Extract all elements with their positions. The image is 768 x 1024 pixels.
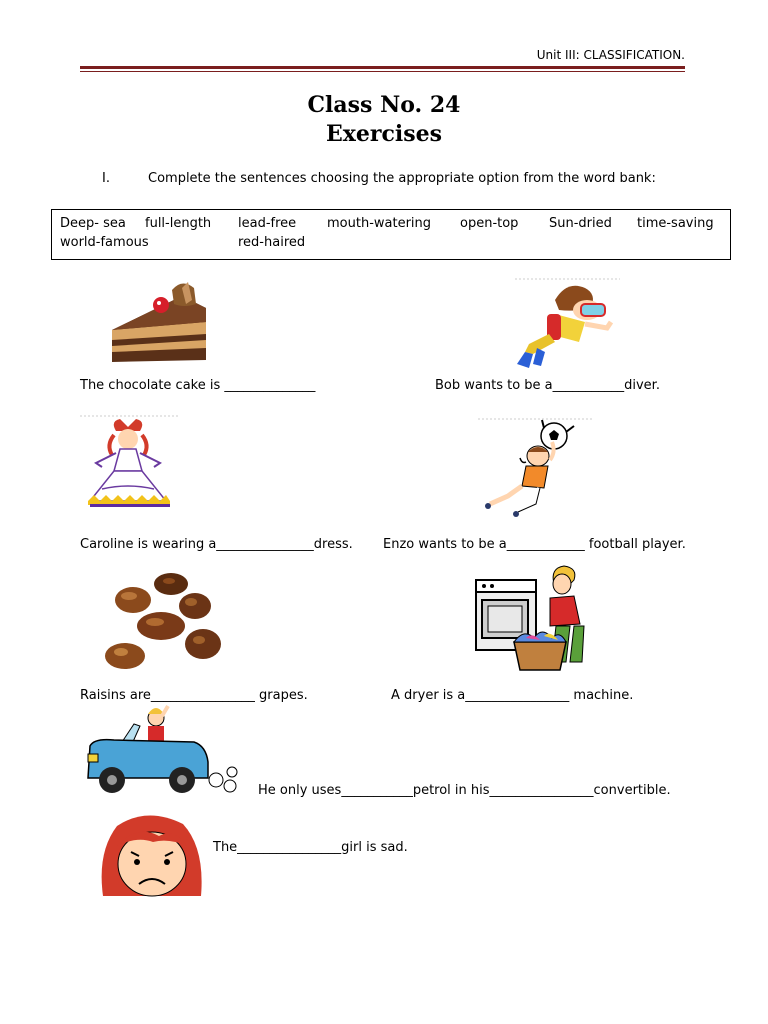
word-bank-item: time-saving <box>637 216 714 231</box>
header-rule-thin <box>80 71 685 72</box>
word-bank-item: Sun-dried <box>549 216 612 231</box>
exercise-number: I. <box>102 171 110 186</box>
exercise-instruction: Complete the sentences choosing the appropriate option from the word bank: <box>148 171 656 186</box>
word-bank-item: lead-free <box>238 216 297 231</box>
word-bank-item: Deep- sea <box>60 216 126 231</box>
sentence-dress: Caroline is wearing a_______________dress. <box>80 537 353 552</box>
raisins-image <box>103 572 228 672</box>
sentence-diver: Bob wants to be a___________diver. <box>435 378 660 393</box>
unit-header: Unit III: CLASSIFICATION. <box>536 48 685 62</box>
convertible-car-image <box>84 702 242 802</box>
sentence-cake: The chocolate cake is ______________ <box>80 378 316 393</box>
sentence-dryer: A dryer is a________________ machine. <box>391 688 634 703</box>
word-bank-item: open-top <box>460 216 519 231</box>
page-title: Class No. 24 <box>307 92 461 118</box>
word-bank-item: full-length <box>145 216 212 231</box>
princess-dress-image <box>80 415 178 515</box>
cake-slice-image <box>108 278 210 366</box>
word-bank-item: mouth-watering <box>327 216 432 231</box>
page-subtitle: Exercises <box>326 121 442 147</box>
word-bank <box>51 209 731 260</box>
sentence-football: Enzo wants to be a____________ football player. <box>383 537 686 552</box>
sentence-raisins: Raisins are________________ grapes. <box>80 688 308 703</box>
word-bank-item: red-haired <box>238 235 306 250</box>
header-rule-thick <box>80 66 685 69</box>
dryer-laundry-image <box>470 562 602 676</box>
sentence-petrol: He only uses___________petrol in his________________convertible. <box>258 783 671 798</box>
football-player-image <box>478 418 593 520</box>
word-bank-item: world-famous <box>60 235 149 250</box>
sentence-girl: The________________girl is sad. <box>213 840 408 855</box>
sad-girl-image <box>97 812 207 898</box>
scuba-diver-image <box>515 278 620 370</box>
